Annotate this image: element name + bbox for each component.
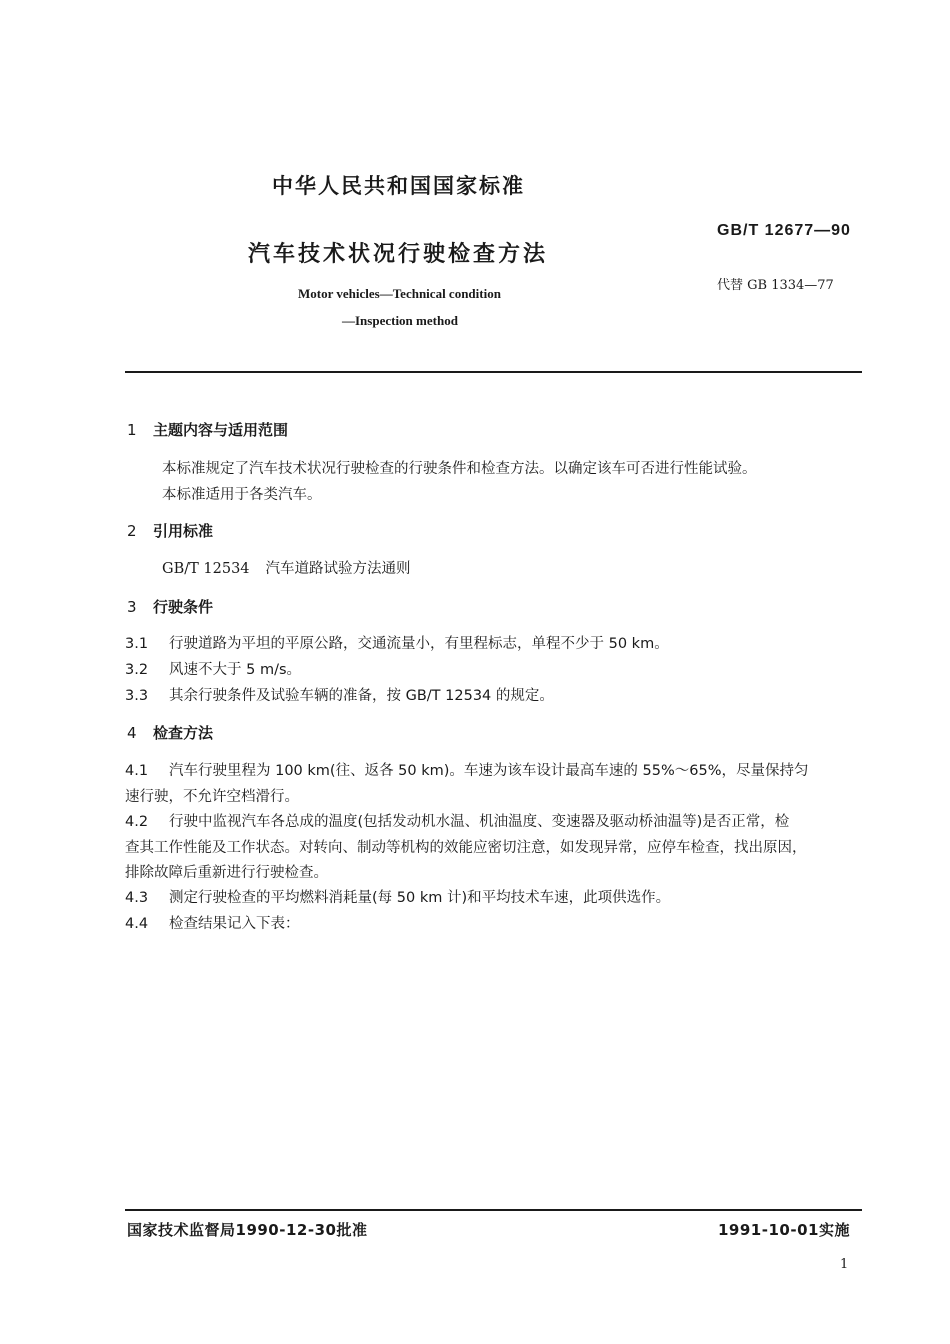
clause-3-3 xyxy=(125,684,554,705)
clause-4-4 xyxy=(125,912,300,933)
clause-4-2-continued-2: 排除故障后重新进行行驶检查。 xyxy=(125,865,328,881)
page-number: 1 xyxy=(840,1257,849,1272)
section-2-heading xyxy=(127,520,213,541)
clause-number: 4.1 xyxy=(125,763,149,779)
clause-number: 4.4 xyxy=(125,916,149,932)
reference-code: GB/T 12534 xyxy=(162,561,250,577)
reference-standard xyxy=(162,557,411,578)
section-1-heading xyxy=(127,419,288,440)
document-title-cn: 汽车技术状况行驶检查方法 xyxy=(248,242,549,267)
clause-text: 测定行驶检查的平均燃料消耗量(每 50 km 计)和平均技术车速，此项供选作。 xyxy=(169,890,671,906)
clause-4-1 xyxy=(125,759,808,780)
document-title-en-line1: Motor vehicles—Technical condition xyxy=(298,286,501,301)
document-title-en-line2: —Inspection method xyxy=(342,313,458,328)
replaces-standard: 代替 GB 1334—77 xyxy=(717,278,834,293)
header-divider xyxy=(125,371,862,373)
clause-number: 4.2 xyxy=(125,814,149,830)
standard-code: GB/T 12677—90 xyxy=(717,222,851,239)
clause-text: 汽车行驶里程为 100 km(往、返各 50 km)。车速为该车设计最高车速的 55%～65%，尽量保持匀 xyxy=(169,763,809,779)
implementation-date: 1991-10-01实施 xyxy=(718,1221,850,1239)
section-title: 引用标准 xyxy=(153,522,214,540)
section-number: 2 xyxy=(127,522,137,540)
section-title: 检查方法 xyxy=(153,724,214,742)
national-standard-header: 中华人民共和国国家标准 xyxy=(272,174,525,198)
clause-number: 4.3 xyxy=(125,890,149,906)
section-title: 行驶条件 xyxy=(153,598,214,616)
clause-3-1 xyxy=(125,632,669,653)
clause-4-3 xyxy=(125,886,670,907)
clause-3-2 xyxy=(125,658,301,679)
section-3-heading xyxy=(127,596,213,617)
section-1-paragraph-2: 本标准适用于各类汽车。 xyxy=(162,487,322,503)
footer-divider xyxy=(125,1209,862,1211)
clause-4-1-continued: 速行驶，不允许空档滑行。 xyxy=(125,789,299,805)
approval-line: 国家技术监督局1990-12-30批准 xyxy=(127,1221,368,1239)
clause-text: 其余行驶条件及试验车辆的准备，按 GB/T 12534 的规定。 xyxy=(169,688,554,704)
section-4-heading xyxy=(127,722,213,743)
section-title: 主题内容与适用范围 xyxy=(153,421,289,439)
section-number: 4 xyxy=(127,724,137,742)
clause-4-2 xyxy=(125,810,789,831)
clause-number: 3.1 xyxy=(125,636,149,652)
section-number: 1 xyxy=(127,421,137,439)
clause-text: 检查结果记入下表： xyxy=(169,916,300,932)
clause-text: 风速不大于 5 m/s。 xyxy=(169,662,302,678)
section-number: 3 xyxy=(127,598,137,616)
clause-text: 行驶道路为平坦的平原公路，交通流量小，有里程标志，单程不少于 50 km。 xyxy=(169,636,669,652)
clause-text: 行驶中监视汽车各总成的温度(包括发动机水温、机油温度、变速器及驱动桥油温等)是否正常，检 xyxy=(169,814,790,830)
clause-number: 3.2 xyxy=(125,662,149,678)
section-1-paragraph-1: 本标准规定了汽车技术状况行驶检查的行驶条件和检查方法。以确定该车可否进行性能试验。 xyxy=(162,461,757,477)
reference-title: 汽车道路试验方法通则 xyxy=(265,561,411,577)
clause-number: 3.3 xyxy=(125,688,149,704)
clause-4-2-continued-1: 查其工作性能及工作状态。对转向、制动等机构的效能应密切注意，如发现异常，应停车检查，找出原因， xyxy=(125,840,807,856)
